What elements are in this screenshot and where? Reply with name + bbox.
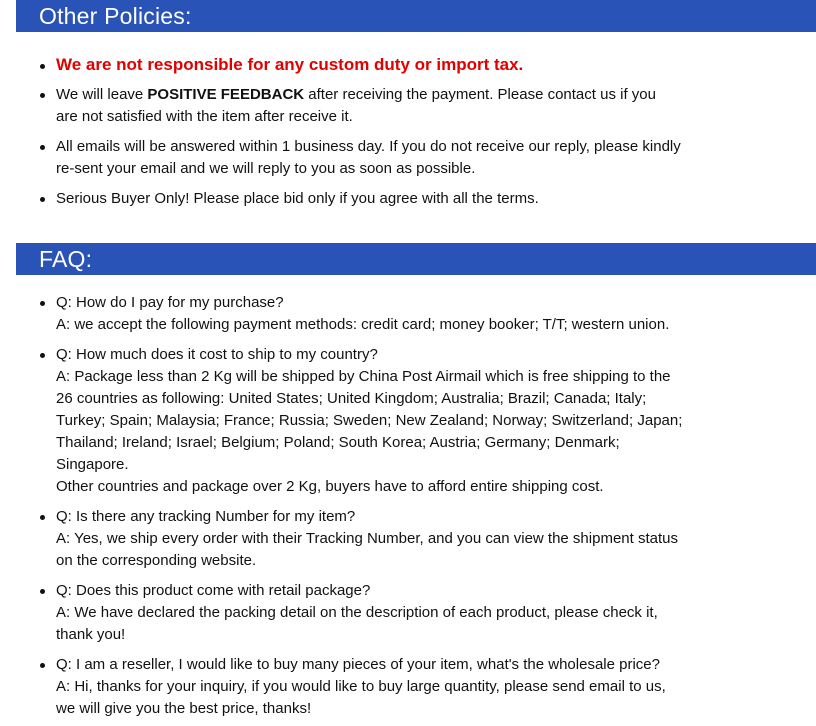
faq-answer: A: Yes, we ship every order with their Tracking Number, and you can view the shipment status xyxy=(56,530,678,547)
faq-question: Q: Is there any tracking Number for my item? xyxy=(56,508,356,525)
faq-answer: on the corresponding website. xyxy=(56,552,257,569)
bullet-icon xyxy=(40,145,45,150)
faq-answer: Turkey; Spain; Malaysia; France; Russia; Sweden; New Zealand; Norway; Switzerland; Japan; xyxy=(56,412,683,429)
faq-header: FAQ: xyxy=(16,243,816,275)
faq-answer: Other countries and package over 2 Kg, buyers have to afford entire shipping cost. xyxy=(56,478,604,495)
faq-item xyxy=(0,580,716,654)
faq-question: Q: I am a reseller, I would like to buy many pieces of your item, what's the wholesale price? xyxy=(56,656,660,673)
bullet-icon xyxy=(40,197,45,202)
faq-answer: A: we accept the following payment methods: credit card; money booker; T/T; western union. xyxy=(56,316,670,333)
faq-answer: A: Hi, thanks for your inquiry, if you would like to buy large quantity, please send email to us, xyxy=(56,678,666,695)
bullet-icon xyxy=(40,64,45,69)
policy-text: We will leave xyxy=(56,86,148,103)
policy-text: Serious Buyer Only! Please place bid only if you agree with all the terms. xyxy=(56,190,539,207)
faq-list xyxy=(0,292,740,724)
bullet-icon xyxy=(40,301,45,306)
policy-text: after receiving the payment. Please contact us if you xyxy=(304,86,656,103)
bullet-icon xyxy=(40,515,45,520)
bullet-icon xyxy=(40,589,45,594)
faq-item xyxy=(0,506,716,580)
policy-item-serious-buyer xyxy=(0,188,716,210)
policy-text: We are not responsible for any custom duty or import tax. xyxy=(56,55,524,74)
faq-answer: Thailand; Ireland; Israel; Belgium; Poland; South Korea; Austria; Germany; Denmark; xyxy=(56,434,620,451)
other-policies-header: Other Policies: xyxy=(16,0,816,32)
policy-item-emails xyxy=(0,136,716,188)
faq-item xyxy=(0,654,716,724)
faq-answer: we will give you the best price, thanks! xyxy=(56,700,312,717)
faq-answer: A: We have declared the packing detail on the description of each product, please check it, xyxy=(56,604,658,621)
policy-line: re-sent your email and we will reply to you as soon as possible. xyxy=(56,160,476,177)
faq-answer: thank you! xyxy=(56,626,126,643)
faq-item xyxy=(0,292,716,344)
faq-question: Q: How much does it cost to ship to my country? xyxy=(56,346,378,363)
faq-question: Q: How do I pay for my purchase? xyxy=(56,294,284,311)
faq-question: Q: Does this product come with retail package? xyxy=(56,582,371,599)
policy-line: All emails will be answered within 1 business day. If you do not receive our reply, please kindly xyxy=(56,138,681,155)
bullet-icon xyxy=(40,353,45,358)
positive-feedback-emphasis: POSITIVE FEEDBACK xyxy=(147,86,305,103)
faq-answer: 26 countries as following: United States; United Kingdom; Australia; Brazil; Canada; Italy; xyxy=(56,390,647,407)
faq-item xyxy=(0,344,716,506)
bullet-icon xyxy=(40,93,45,98)
policy-item-feedback xyxy=(0,84,716,136)
policy-line xyxy=(56,84,716,106)
faq-answer: A: Package less than 2 Kg will be shipped by China Post Airmail which is free shipping to the xyxy=(56,368,671,385)
policies-list xyxy=(0,54,740,210)
policy-item-customs xyxy=(0,54,716,84)
policy-line: are not satisfied with the item after receive it. xyxy=(56,108,353,125)
faq-answer: Singapore. xyxy=(56,456,129,473)
bullet-icon xyxy=(40,663,45,668)
